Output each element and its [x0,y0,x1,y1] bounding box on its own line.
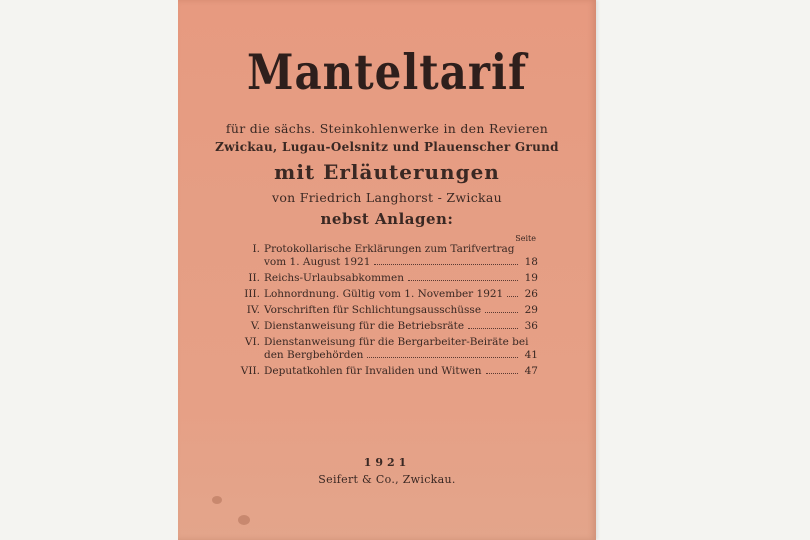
toc-text: vom 1. August 1921 [264,256,371,268]
toc-number: V. [250,320,260,332]
toc-number: I. [252,243,260,255]
leader-dots [486,365,518,374]
toc-text: Dienstanweisung für die Betriebsräte [264,320,465,332]
table-of-contents [238,243,538,381]
stain-mark [238,515,250,525]
toc-page-number: 36 [524,320,538,332]
toc-item [238,288,538,301]
toc-text: Vorschriften für Schlichtungsausschüsse [264,304,482,316]
toc-item [238,304,538,317]
toc-item [238,336,538,362]
toc-page-number: 19 [524,272,538,284]
toc-item [238,320,538,333]
toc-number: VI. [244,336,260,348]
appendix-heading: nebst Anlagen: [320,210,454,228]
toc-number: VII. [240,365,260,377]
toc-page-number: 26 [524,288,538,300]
toc-item [238,243,538,269]
toc-text: Lohnordnung. Gültig vom 1. November 1921 [264,288,504,300]
toc-page-number: 47 [524,365,538,377]
toc-text: Reichs-Urlaubsabkommen [264,272,404,284]
booklet-cover [178,0,596,540]
toc-page-number: 41 [524,349,538,361]
subtitle-line-1: für die sächs. Steinkohlenwerke in den Revieren [225,121,549,136]
toc-text: Dienstanweisung für die Bergarbeiter-Beiräte bei [264,336,529,348]
toc-text: Deputatkohlen für Invaliden und Witwen [264,365,482,377]
toc-number: II. [248,272,260,284]
leader-dots [485,304,518,313]
leader-dots [408,272,518,281]
leader-dots [374,256,518,265]
toc-page-number: 18 [524,256,538,268]
subtitle-line-2: Zwickau, Lugau-Oelsnitz und Plauenscher Grund [215,140,559,154]
toc-text: Protokollarische Erklärungen zum Tarifvertrag [264,243,515,255]
subtitle-line-3: mit Erläuterungen [274,160,500,184]
publication-year: 1921 [363,456,411,469]
cover-title: Manteltarif [246,44,528,101]
toc-item [238,365,538,378]
publisher: Seifert & Co., Zwickau. [318,473,456,486]
stain-mark [212,496,222,504]
toc-number: III. [244,288,260,300]
author-line: von Friedrich Langhorst - Zwickau [272,190,502,205]
leader-dots [507,288,518,297]
toc-item [238,272,538,285]
leader-dots [367,349,518,358]
toc-number: IV. [246,304,260,316]
page-column-label: Seite [515,234,536,243]
leader-dots [468,320,518,329]
toc-text: den Bergbehörden [264,349,364,361]
toc-page-number: 29 [524,304,538,316]
